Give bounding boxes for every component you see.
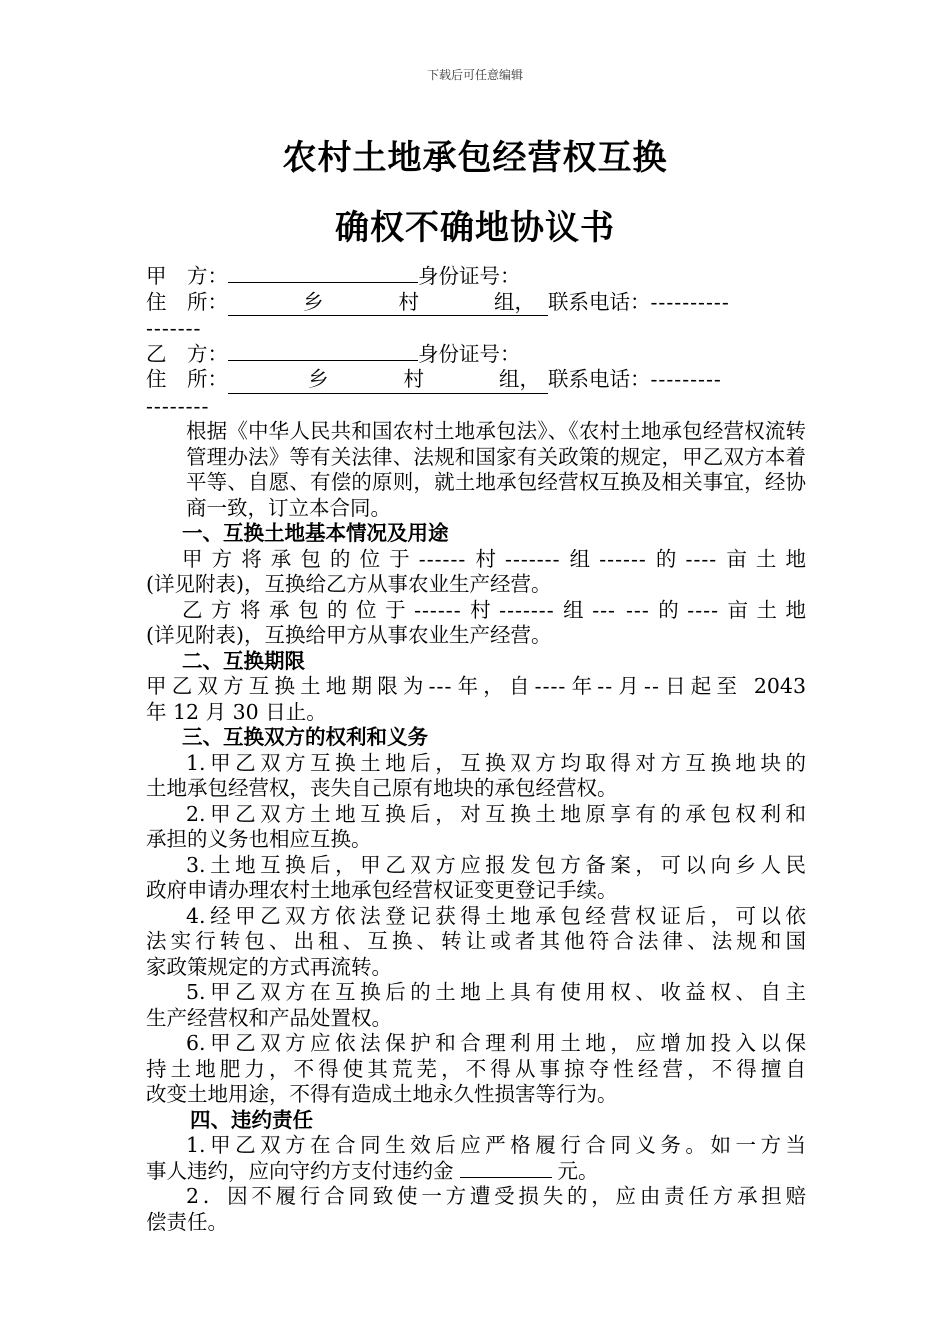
preamble-paragraph: 根据《中华人民共和国农村土地承包法》、《农村土地承包经营权流转管理办法》等有关法律、法规和国家有关政策的规定，甲乙双方本着平等、自愿、有偿的原则，就土地承包经营权互换及相关事宜，经协商一致，订立本合同。 <box>186 419 806 520</box>
party-b-label: 乙 方： <box>146 341 228 366</box>
party-a-township: 乡 <box>303 289 324 314</box>
section3-item1-line1: 1.甲乙双方互换土地后，互换双方均取得对方互换地块的 <box>186 750 806 775</box>
party-b-address-label: 住 所： <box>146 367 228 391</box>
section3-item2-line2: 承担的义务也相应互换。 <box>146 827 372 851</box>
section1-party-a-line1: 甲方将承包的位于------村-------组------的----亩土地 <box>182 546 807 571</box>
party-a-address-blank[interactable] <box>228 290 548 317</box>
party-a-id-label: 身份证号： <box>418 264 521 288</box>
document-body <box>146 264 806 1235</box>
party-a-address-line <box>146 290 806 317</box>
section3-item6-line2: 持土地肥力，不得使其荒芜，不得从事掠夺性经营，不得擅自 <box>146 1056 806 1081</box>
section3-item1-line2: 土地承包经营权，丧失自己原有地块的承包经营权。 <box>146 776 618 800</box>
party-b-phone-label: 联系电话： <box>548 367 651 391</box>
section3-item6-line1: 6.甲乙双方应依法保护和合理利用土地，应增加投入以保 <box>186 1031 806 1055</box>
party-b-id-label: 身份证号： <box>418 341 521 366</box>
party-b-address-blank[interactable] <box>228 367 548 394</box>
document-title-line1: 农村土地承包经营权互换 <box>282 138 668 178</box>
party-b-phone-blank[interactable]: --------- <box>650 367 722 391</box>
section2-line1: 甲乙双方互换土地期限为---年，自----年--月--日起至 2043 <box>146 674 807 698</box>
party-a-village: 村 <box>398 289 419 314</box>
section3-item4-line2: 法实行转包、出租、互换、转让或者其他符合法律、法规和国 <box>146 929 806 953</box>
section4-title: 四、违约责任 <box>190 1107 313 1132</box>
party-a-group: 组， <box>494 289 535 314</box>
section1-party-b-line1: 乙方将承包的位于------村-------组--- ---的----亩土地 <box>182 597 807 622</box>
header-note: 下载后可任意编辑 <box>426 68 523 82</box>
party-b-line <box>146 342 806 368</box>
section3-item5-line1: 5.甲乙双方在互换后的土地上具有使用权、收益权、自主 <box>186 980 806 1004</box>
section4-item1-line2: 事人违约，应向守约方支付违约金 元。 <box>146 1158 599 1183</box>
section3-item3-line2: 政府申请办理农村土地承包经营权证变更登记手续。 <box>146 878 618 902</box>
party-a-name-blank[interactable] <box>228 282 418 283</box>
section3-item3-line1: 3.土地互换后，甲乙双方应报发包方备案，可以向乡人民 <box>186 852 806 877</box>
section4-item2-line2: 偿责任。 <box>146 1209 228 1234</box>
party-b-name-blank[interactable] <box>228 360 418 361</box>
party-a-address-label: 住 所： <box>146 289 228 314</box>
section2-title: 二、互换期限 <box>182 648 305 673</box>
document-title-line2: 确权不确地协议书 <box>335 208 615 248</box>
party-a-phone-label: 联系电话： <box>548 289 651 314</box>
section3-item6-line3: 改变土地用途，不得有造成土地永久性损害等行为。 <box>146 1082 618 1106</box>
party-b-phone-blank-cont[interactable]: -------- <box>146 393 210 418</box>
party-b-group: 组， <box>499 367 540 391</box>
section3-item4-line3: 家政策规定的方式再流转。 <box>146 954 392 979</box>
section4-item1-line1: 1.甲乙双方在合同生效后应严格履行合同义务。如一方当 <box>186 1133 806 1157</box>
section1-title: 一、互换土地基本情况及用途 <box>182 521 449 545</box>
party-a-line <box>146 264 806 290</box>
party-a-phone-blank[interactable]: ---------- <box>650 289 730 314</box>
party-b-address-line <box>146 367 806 394</box>
section1-party-a-line2: (详见附表)，互换给乙方从事农业生产经营。 <box>146 572 552 596</box>
party-b-village: 村 <box>403 367 424 391</box>
section4-item2-line1: 2．因不履行合同致使一方遭受损失的，应由责任方承担赔 <box>186 1184 806 1208</box>
section1-party-b-line2: (详见附表)，互换给甲方从事农业生产经营。 <box>146 623 552 647</box>
section3-item5-line2: 生产经营权和产品处置权。 <box>146 1005 392 1030</box>
party-a-label: 甲 方： <box>146 264 228 288</box>
section2-line2: 年 12 月 30 日止。 <box>146 699 327 724</box>
section3-title: 三、互换双方的权利和义务 <box>182 725 428 749</box>
section3-item2-line1: 2.甲乙双方土地互换后，对互换土地原享有的承包权利和 <box>186 801 806 826</box>
section3-item4-line1: 4.经甲乙双方依法登记获得土地承包经营权证后，可以依 <box>186 903 806 928</box>
penalty-amount-blank[interactable] <box>460 1177 552 1178</box>
party-b-township: 乡 <box>308 367 329 391</box>
party-a-phone-blank-cont[interactable]: ------- <box>146 316 202 340</box>
